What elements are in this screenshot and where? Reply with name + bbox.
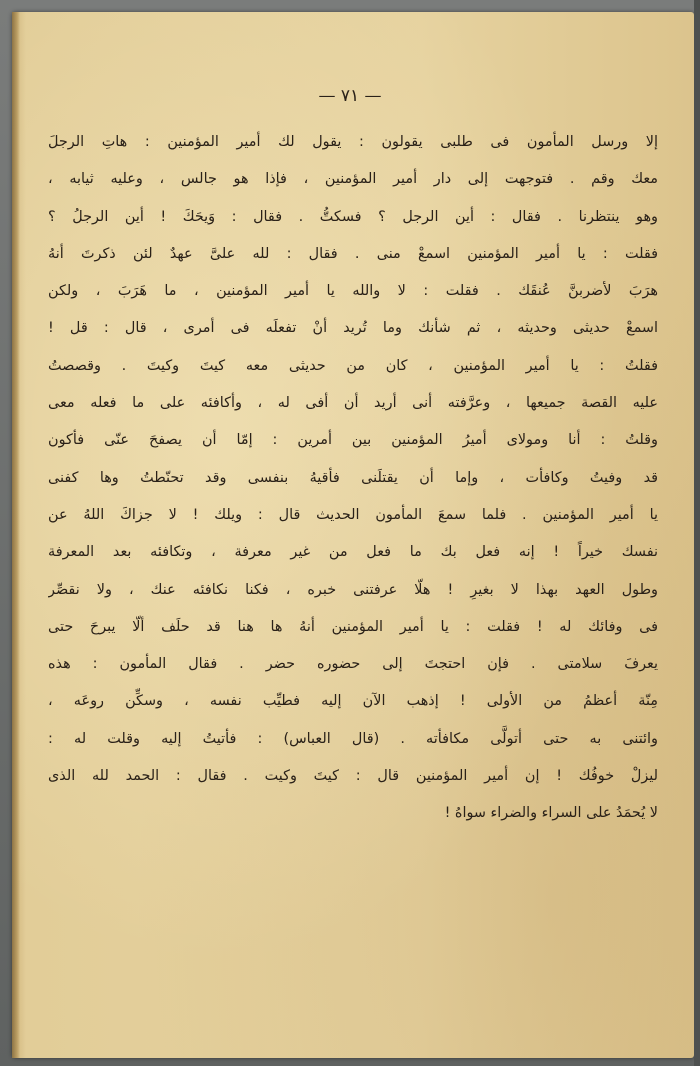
page-number: — ٧١ — bbox=[318, 86, 382, 106]
scan-edge-strip bbox=[694, 0, 700, 1066]
text-line: يا أمير المؤمنين . فلما سمعَ المأمون الحديث قال : ويلك ! لا جزاكَ اللهُ عن bbox=[48, 506, 658, 523]
text-line: يعرفَ سلامتى . فإن احتجتَ إلى حضوره حضر . فقال المأمون : هذه bbox=[48, 656, 658, 673]
text-line: عليه القصة جميعها ، وعرَّفته أنى أريد أن أفى له ، وأكافئه على ما فعله معى bbox=[48, 395, 658, 412]
text-line: اسمعْ حديثى وحديثه ، ثم شأنك وما تُريد أنْ تفعلَه فى أمرى ، قال : قل ! bbox=[48, 320, 658, 337]
text-line: نفسك خيراً ! إنه فعل بك ما فعل من غير معرفة ، وتكافئه بعد المعرفة bbox=[48, 544, 658, 561]
text-line: وهو ينتظرنا . فقال : أين الرجل ؟ فسكتُّ . فقال : وَيحَكَ ! أين الرجلُ ؟ bbox=[48, 208, 658, 225]
page-binding-edge bbox=[12, 12, 20, 1058]
text-line: قد وفيتُ وكافأت ، وإما أن يقتلَنى فأقيهُ بنفسى وقد تحنّطتُ وها كفنى bbox=[48, 469, 658, 486]
text-line: فقلت : يا أمير المؤمنين اسمعْ منى . فقال : لله علىَّ عهدٌ لئن ذكرتَ أنهُ bbox=[48, 245, 658, 262]
text-line: وطول العهد بهذا لا بغيرِ ! هلّا عرفتنى خبره ، فكنا نكافئه عنك ، ولا نقصِّر bbox=[48, 581, 658, 598]
text-line: وائتنى به حتى أتولَّى مكافأته . (قال العباس) : فأتيتُ إليه وقلت له : bbox=[48, 730, 658, 747]
text-line: وقلتُ : أنا ومولاى أميرُ المؤمنين بين أمرين : إمّا أن يصفحَ عنّى فأكون bbox=[48, 432, 658, 449]
text-line: فقلتُ : يا أمير المؤمنين ، كان من حديثى معه كيتَ وكيتَ . وقصصتُ bbox=[48, 357, 658, 374]
text-line: معك وقم . فتوجهت إلى دار أمير المؤمنين ، فإذا هو جالس ، وعليه ثيابه ، bbox=[48, 171, 658, 188]
body-text bbox=[48, 124, 658, 833]
text-line: فى وفائك له ! فقلت : يا أمير المؤمنين أنهُ ها هنا قد حلَف ألّا يبرحَ حتى bbox=[48, 618, 658, 635]
text-line: إلا ورسل المأمون فى طلبى يقولون : يقول لك أمير المؤمنين : هاتِ الرجلَ bbox=[48, 134, 658, 150]
text-line: هرَبَ لأضربنَّ عُنقَك . فقلت : لا والله يا أمير المؤمنين ، ما هَرَبَ ، ولكن bbox=[48, 283, 658, 300]
text-line: ليزلْ خوفُك ! إن أمير المؤمنين قال : كيتَ وكيت . فقال : الحمد لله الذى bbox=[48, 768, 658, 785]
text-line: لا يُحمَدُ على السراء والضراء سواهُ ! bbox=[444, 805, 658, 822]
text-line: مِنّة أعظمُ من الأولى ! إذهب الآن إليه فطيِّب نفسه ، وسكِّن روعَه ، bbox=[48, 693, 658, 710]
